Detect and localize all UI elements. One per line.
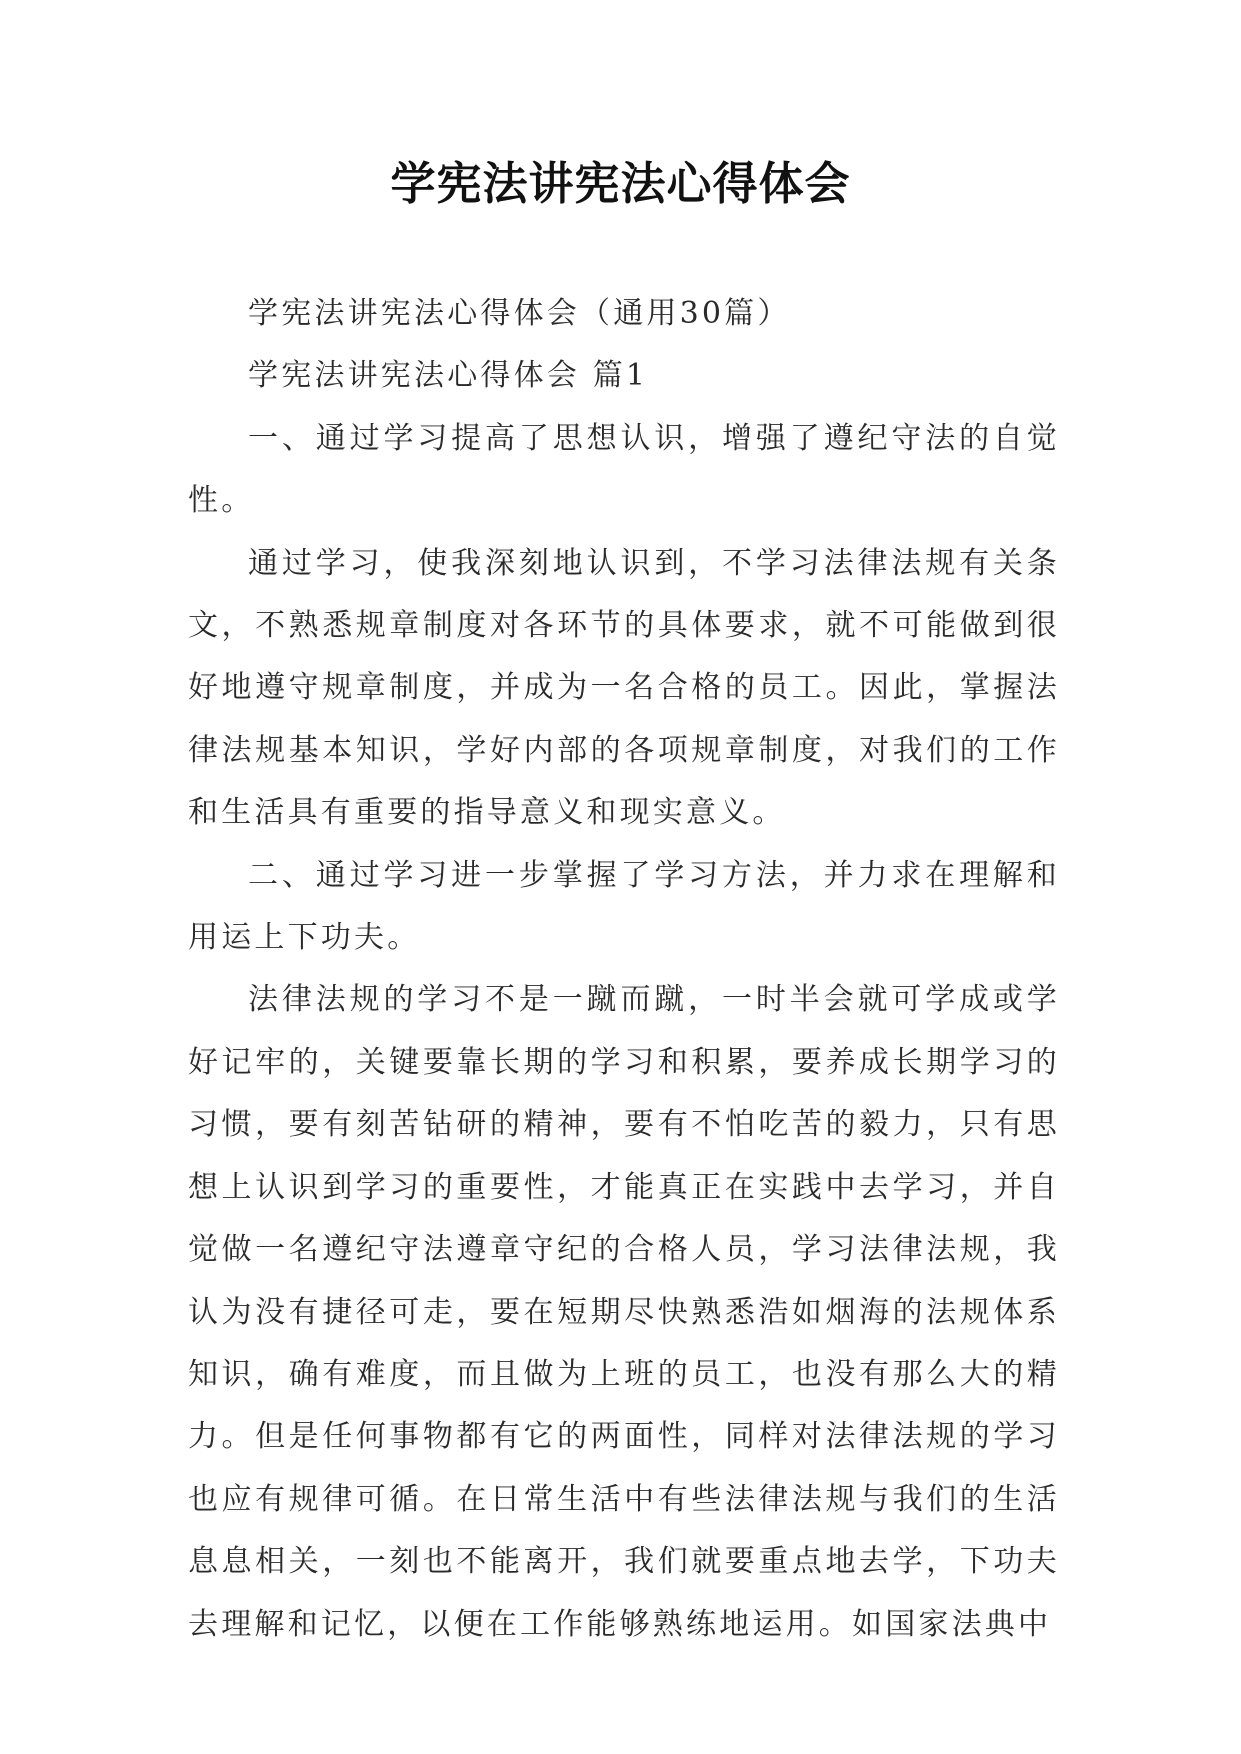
document-body (188, 283, 1060, 1656)
paragraph-subtitle: 学宪法讲宪法心得体会（通用30篇） (248, 296, 791, 331)
paragraph-body: 法律法规的学习不是一蹴而蹴，一时半会就可学成或学好记牢的，关键要靠长期的学习和积累，要养成长期学习的习惯，要有刻苦钻研的精神，要有不怕吃苦的毅力，只有思想上认识到学习的重要性，才能真正在实践中去学习，并自觉做一名遵纪守法遵章守纪的合格人员，学习法律法规，我认为没有捷径可走，要在短期尽快熟悉浩如烟海的法规体系知识，确有难度，而且做为上班的员工，也没有那么大的精力。但是任何事物都有它的两面性，同样对法律法规的学习也应有规律可循。在日常生活中有些法律法规与我们的生活息息相关，一刻也不能离开，我们就要重点地去学，下功夫去理解和记忆，以便在工作能够熟练地运用。如国家法典中 (188, 982, 1060, 1642)
document-title: 学宪法讲宪法心得体会 (390, 157, 851, 210)
paragraph-point-two: 二、通过学习进一步掌握了学习方法，并力求在理解和用运上下功夫。 (188, 857, 1060, 956)
paragraph-point-one: 一、通过学习提高了思想认识，增强了遵纪守法的自觉性。 (188, 420, 1060, 519)
paragraph-body: 通过学习，使我深刻地认识到，不学习法律法规有关条文，不熟悉规章制度对各环节的具体要求，就不可能做到很好地遵守规章制度，并成为一名合格的员工。因此，掌握法律法规基本知识，学好内部的各项规章制度，对我们的工作和生活具有重要的指导意义和现实意义。 (188, 545, 1060, 831)
paragraph-section-heading: 学宪法讲宪法心得体会 篇1 (248, 358, 649, 394)
